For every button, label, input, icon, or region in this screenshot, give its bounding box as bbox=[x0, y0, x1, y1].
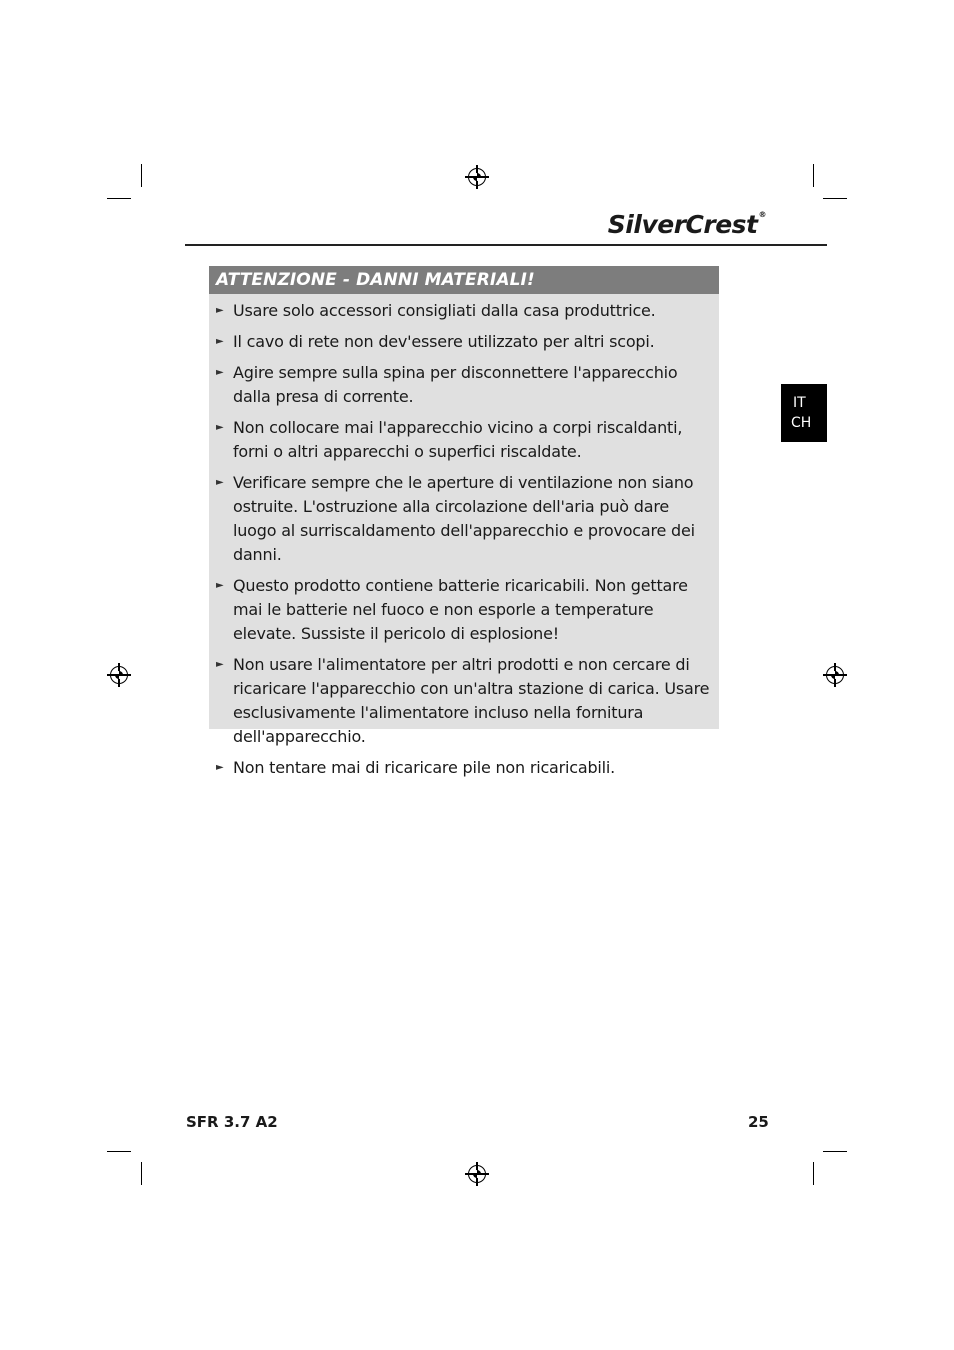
warning-item-text: Non collocare mai l'apparecchio vicino a corpi riscaldanti, forni o altri apparecchi o superfici riscaldate. bbox=[233, 418, 683, 461]
crop-mark-top-left-vertical bbox=[141, 164, 142, 187]
crop-mark-bottom-right-horizontal bbox=[823, 1151, 847, 1152]
warning-item bbox=[209, 330, 719, 354]
registration-mark-icon bbox=[468, 168, 486, 186]
registration-mark-icon bbox=[468, 1165, 486, 1183]
language-code-it: IT bbox=[793, 395, 806, 411]
bullet-arrow-icon: ► bbox=[216, 422, 224, 433]
warning-item-text: Usare solo accessori consigliati dalla casa produttrice. bbox=[233, 301, 656, 320]
brand-logo bbox=[608, 210, 766, 239]
warning-item-text: Questo prodotto contiene batterie ricaricabili. Non gettare mai le batterie nel fuoco e non esporle a temperature elevate. Sussiste il pericolo di esplosione! bbox=[233, 576, 688, 643]
bullet-arrow-icon: ► bbox=[216, 305, 224, 316]
brand-name: SilverCrest bbox=[607, 210, 758, 239]
bullet-arrow-icon: ► bbox=[216, 580, 224, 591]
warning-item bbox=[209, 653, 719, 749]
language-tab bbox=[781, 384, 827, 442]
page-number: 25 bbox=[748, 1113, 769, 1131]
language-code-ch: CH bbox=[791, 415, 812, 431]
registered-mark: ® bbox=[758, 210, 766, 219]
warning-item-text: Verificare sempre che le aperture di ventilazione non siano ostruite. L'ostruzione alla circolazione dell'aria può dare luogo al surriscaldamento dell'apparecchio e provocare dei danni. bbox=[233, 473, 695, 564]
footer-model-number: SFR 3.7 A2 bbox=[186, 1113, 278, 1131]
warning-item-text: Non tentare mai di ricaricare pile non ricaricabili. bbox=[233, 758, 616, 777]
warning-title: ATTENZIONE - DANNI MATERIALI! bbox=[209, 266, 719, 294]
warning-item-text: Il cavo di rete non dev'essere utilizzato per altri scopi. bbox=[233, 332, 655, 351]
registration-mark-icon bbox=[110, 666, 128, 684]
warning-item bbox=[209, 361, 719, 409]
crop-mark-bottom-left-horizontal bbox=[107, 1151, 131, 1152]
warning-list bbox=[209, 299, 719, 780]
warning-item bbox=[209, 756, 719, 780]
warning-item bbox=[209, 471, 719, 567]
warning-item-text: Agire sempre sulla spina per disconnettere l'apparecchio dalla presa di corrente. bbox=[233, 363, 678, 406]
bullet-arrow-icon: ► bbox=[216, 336, 224, 347]
bullet-arrow-icon: ► bbox=[216, 367, 224, 378]
warning-item bbox=[209, 416, 719, 464]
bullet-arrow-icon: ► bbox=[216, 659, 224, 670]
crop-mark-top-left-horizontal bbox=[107, 198, 131, 199]
bullet-arrow-icon: ► bbox=[216, 477, 224, 488]
warning-box bbox=[209, 266, 719, 777]
crop-mark-bottom-right-vertical bbox=[813, 1162, 814, 1185]
header-divider bbox=[185, 244, 827, 246]
warning-item-text: Non usare l'alimentatore per altri prodotti e non cercare di ricaricare l'apparecchio con un'altra stazione di carica. Usare esclusivamente l'alimentatore incluso nella fornitura dell'apparecchio. bbox=[233, 655, 710, 746]
crop-mark-bottom-left-vertical bbox=[141, 1162, 142, 1185]
registration-mark-icon bbox=[826, 666, 844, 684]
crop-mark-top-right-horizontal bbox=[823, 198, 847, 199]
bullet-arrow-icon: ► bbox=[216, 762, 224, 773]
warning-item bbox=[209, 574, 719, 646]
warning-item bbox=[209, 299, 719, 323]
crop-mark-top-right-vertical bbox=[813, 164, 814, 187]
